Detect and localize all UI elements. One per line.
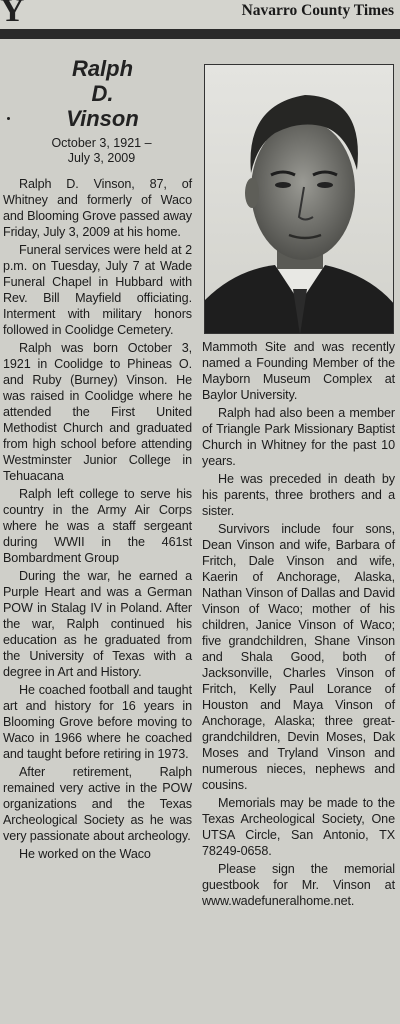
name-first: Ralph — [71, 56, 134, 81]
paragraph-preceded: He was preceded in death by his parents, three brothers and a sister. — [202, 472, 395, 518]
masthead-fragment: Y — [0, 0, 25, 29]
birth-date: October 3, 1921 – — [51, 136, 152, 150]
portrait-illustration — [205, 65, 394, 334]
paragraph-military: Ralph left college to serve his country in the Army Air Corps where he was a staff sergeant during WWII in the 461st Bombardment Group — [3, 487, 192, 565]
paragraph-passing: Ralph D. Vinson, 87, of Whitney and formerly of Waco and Blooming Grove passed away Friday, July 3, 2009 at his home. — [3, 177, 192, 239]
paragraph-birth: Ralph was born October 3, 1921 in Coolidge to Phineas O. and Ruby (Burney) Vinson. He was raised in Coolidge where he attended the First United Methodist Church and graduated from high school before attending Westminster Junior College in Tehuacana — [3, 341, 192, 483]
masthead-rule — [0, 29, 400, 39]
newspaper-name: Navarro County Times — [241, 2, 394, 19]
paragraph-guestbook: Please sign the memorial guestbook for Mr. Vinson at www.wadefuneralhome.net. — [202, 862, 395, 908]
paragraph-mammoth-site: Mammoth Site and was recently named a Founding Member of the Mayborn Museum Complex at Baylor University. — [202, 340, 395, 402]
name-middle: D. — [91, 81, 114, 106]
death-date: July 3, 2009 — [67, 151, 136, 165]
paragraph-war: During the war, he earned a Purple Heart and was a German POW in Stalag IV in Poland. After the war, Ralph continued his education as he graduated from the University of Texas with a degree in Art and History. — [3, 569, 192, 679]
paragraph-survivors: Survivors include four sons, Dean Vinson and wife, Barbara of Fritch, Dale Vinson and wife, Kaerin of Anchorage, Alaska, Nathan Vinson of Dallas and David Vinson of Waco; mother of his children, Janice Vinson of Waco; five grandchildren, Shane Vinson and Shala Good, both of Jacksonville, Charles Vinson of Fritch, Kelly Paul Lorance of Houston and Maya Vinson of Anchorage, Alaska; three great-grandchildren, Devin Moses, Dak Moses and Tryland Vinson and numerous nieces, nephews and cousins. — [202, 522, 395, 792]
paragraph-funeral: Funeral services were held at 2 p.m. on Tuesday, July 7 at Wade Funeral Chapel in Hubbard with Rev. Bill Mayfield officiating. Interment with military honors followed in Coolidge Cemetery. — [3, 243, 192, 337]
paragraph-career: He coached football and taught art and history for 16 years in Blooming Grove before moving to Waco in 1966 where he coached and taught before retiring in 1973. — [3, 683, 192, 761]
paragraph-church: Ralph had also been a member of Triangle Park Missionary Baptist Church in Whitney for the past 10 years. — [202, 406, 395, 468]
name-last: Vinson — [66, 106, 139, 131]
obituary-right-column — [202, 339, 395, 911]
paragraph-memorials: Memorials may be made to the Texas Archeological Society, One UTSA Circle, San Antonio, TX 78249-0658. — [202, 796, 395, 858]
life-dates — [3, 136, 192, 166]
paragraph-retirement: After retirement, Ralph remained very active in the POW organizations and the Texas Archeological Society as he was very passionate about archeology. — [3, 765, 192, 843]
portrait-photo — [204, 64, 394, 334]
paragraph-waco: He worked on the Waco — [19, 847, 151, 861]
obituary-left-column — [3, 56, 192, 864]
masthead — [0, 0, 400, 30]
